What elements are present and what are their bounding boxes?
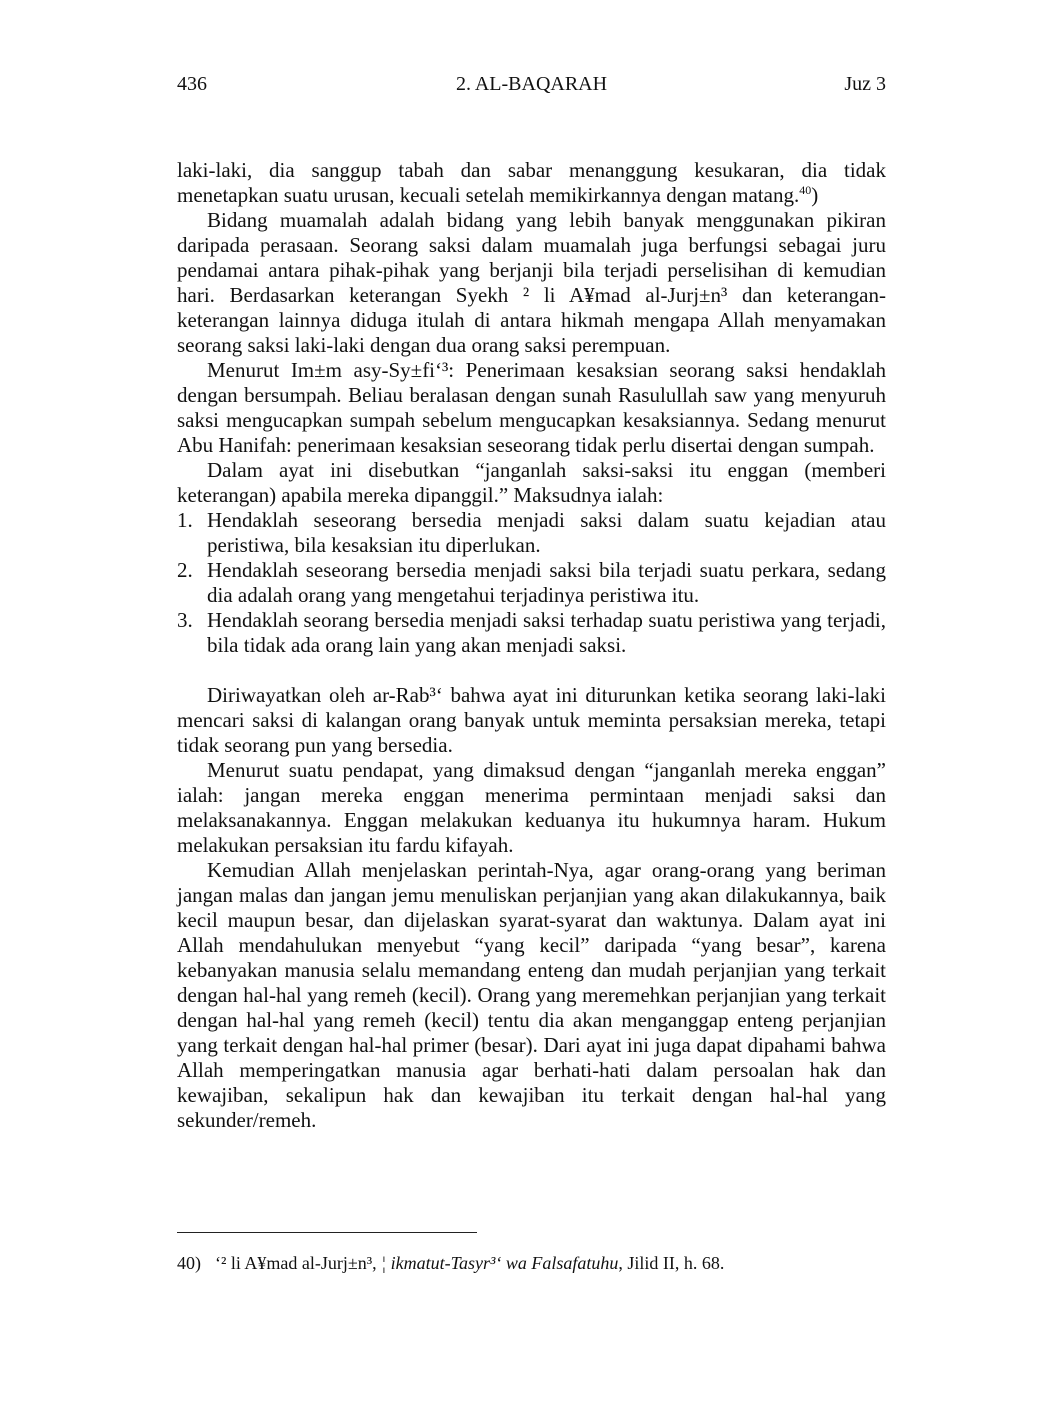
list-item: 3. Hendaklah seorang bersedia menjadi saksi terhadap suatu peristiwa yang terjadi, bila tidak ada orang lain yang akan menjadi saksi. [177,608,886,657]
list-number: 3. [177,608,193,632]
paragraph: Diriwayatkan oleh ar-Rab³‘ bahwa ayat ini diturunkan ketika seorang laki-laki mencari saksi di kalangan orang banyak untuk meminta persaksian mereka, tetapi tidak seorang pun yang bersedia. [177,683,886,757]
footnote-divider [177,1232,477,1233]
footnote-ref: 40 [799,183,812,197]
paragraph: laki-laki, dia sanggup tabah dan sabar menanggung kesukaran, dia tidak menetapkan suatu urusan, kecuali setelah memikirkannya dengan matang.$^{40}$) [177,158,886,207]
footnote-book-title: ¦ ikmatut-Tasyr³‘ wa Falsafatuhu [381,1253,619,1273]
chapter-title: 2. AL-BAQARAH [455,73,608,95]
numbered-list [177,508,886,658]
page-header [177,72,886,98]
footnote-rest: , Jilid II, h. 68. [618,1253,725,1273]
page-number: 436 [177,73,207,95]
paragraph: Bidang muamalah adalah bidang yang lebih banyak menggunakan pikiran daripada perasaan. Seorang saksi dalam muamalah juga berfungsi sebagai juru pendamai antara pihak-pihak yang berjanji bila terjadi perselisihan di kemudian hari. Berdasarkan keterangan Syekh ² li A¥mad al-Jurj±n³ dan keterangan-keterangan lainnya diduga itulah di antara hikmah mengapa Allah menyamakan seorang saksi laki-laki dengan dua orang saksi perempuan. [177,208,886,357]
list-item: 1. Hendaklah seseorang bersedia menjadi saksi dalam suatu kejadian atau peristiwa, bila kesaksian itu diperlukan. [177,508,886,557]
footnote [177,1251,886,1275]
page-body [177,158,886,1133]
footnote-author: ‘² li A¥mad al-Jurj±n³, [215,1253,382,1273]
list-item: 2. Hendaklah seseorang bersedia menjadi saksi bila terjadi suatu perkara, sedang dia adalah orang yang mengetahui terjadinya peristiwa itu. [177,558,886,607]
list-number: 2. [177,558,193,582]
paragraph: Menurut Im±m asy-Sy±fi‘³: Penerimaan kesaksian seorang saksi hendaklah dengan bersumpah. Beliau beralasan dengan sunah Rasulullah saw yang menyuruh saksi mengucapkan sumpah sebelum mengucapkan kesaksiannya. Sedang menurut Abu Hanifah: penerimaan kesaksian seseorang tidak perlu disertai dengan sumpah. [177,358,886,457]
list-number: 1. [177,508,193,532]
paragraph: Kemudian Allah menjelaskan perintah-Nya, agar orang-orang yang beriman jangan malas dan jangan jemu menuliskan perjanjian yang akan dilakukannya, baik kecil maupun besar, dan dijelaskan syarat-syarat dan waktunya. Dalam ayat ini Allah mendahulukan menyebut “yang kecil” daripada “yang besar”, karena kebanyakan manusia selalu memandang enteng dan mudah perjanjian yang terkait dengan hal-hal yang remeh (kecil). Orang yang meremehkan perjanjian yang terkait dengan hal-hal yang remeh (kecil) tentu dia akan menganggap enteng perjanjian yang terkait dengan hal-hal primer (besar). Dari ayat ini juga dapat dipahami bahwa Allah memperingatkan manusia agar berhati-hati dalam persoalan hak dan kewajiban, sekalipun hak dan kewajiban itu terkait dengan hal-hal yang sekunder/remeh. [177,858,886,1132]
juz-label: Juz 3 [844,73,886,95]
paragraph: Menurut suatu pendapat, yang dimaksud dengan “janganlah mereka enggan” ialah: jangan mereka enggan menerima permintaan menjadi saksi dan melaksanakannya. Enggan melakukan keduanya itu hukumnya haram. Hukum melakukan persaksian itu fardu kifayah. [177,758,886,857]
paragraph: Dalam ayat ini disebutkan “janganlah saksi-saksi itu enggan (memberi keterangan) apabila mereka dipanggil.” Maksudnya ialah: [177,458,886,507]
footnote-number: 40) [177,1253,201,1273]
